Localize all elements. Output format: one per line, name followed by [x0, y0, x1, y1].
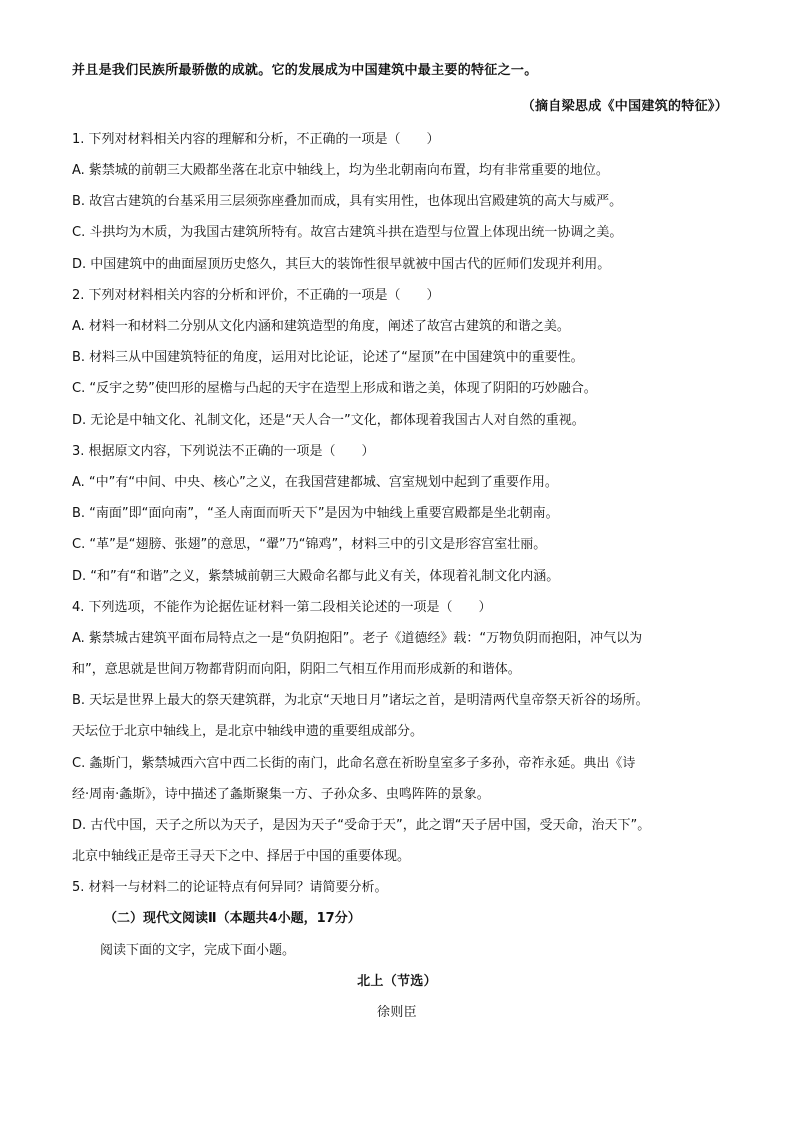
q3-option-d: D. “和”有“和谐”之义，紫禁城前朝三大殿命名都与此义有关，体现着礼制文化内涵。	[72, 569, 560, 584]
q1-option-b: B. 故宫古建筑的台基采用三层须弥座叠加而成，具有实用性，也体现出宫殿建筑的高大与威严。	[72, 194, 623, 209]
q3-option-a: A. “中”有“中间、中央、核心”之义，在我国营建都城、宫室规划中起到了重要作用。	[72, 475, 558, 490]
q3-option-c: C. “革”是“翅膀、张翅”的意思，“翬”乃“锦鸡”，材料三中的引文是形容宫室壮丽。	[72, 537, 547, 552]
source-citation: （摘自梁思成《中国建筑的特征》）	[521, 99, 728, 114]
q3-option-b: B. “南面”即“面向南”，“圣人南面而听天下”是因为中轴线上重要宫殿都是坐北朝南。	[72, 506, 559, 521]
q4-option-c-line2: 经·周南·螽斯》，诗中描述了螽斯聚集一方、子孙众多、虫鸣阵阵的景象。	[72, 787, 490, 802]
q4-option-d-line1: D. 古代中国，天子之所以为天子，是因为天子“受命于天”，此之谓“天子居中国，受天命，治天下”。	[72, 818, 651, 833]
passage-title: 北上（节选）	[357, 974, 437, 989]
q2-option-c: C. “反宇之势”使凹形的屋檐与凸起的天宇在造型上形成和谐之美，体现了阴阳的巧妙融合。	[72, 381, 597, 396]
question-5-stem: 5. 材料一与材料二的论证特点有何异同？请简要分析。	[72, 880, 388, 895]
q4-option-d-line2: 北京中轴线正是帝王寻天下之中、择居于中国的重要体现。	[72, 849, 411, 864]
q2-option-d: D. 无论是中轴文化、礼制文化，还是“天人合一”文化，都体现着我国古人对自然的重视。	[72, 413, 585, 428]
q2-option-b: B. 材料三从中国建筑特征的角度，运用对比论证，论述了“屋顶”在中国建筑中的重要性。	[72, 350, 584, 365]
question-2-stem: 2. 下列对材料相关内容的分析和评价，不正确的一项是（ ）	[72, 288, 440, 303]
q4-option-a-line2: 和”，意思就是世间万物都背阴而向阳，阴阳二气相互作用而形成新的和谐体。	[72, 662, 521, 677]
q4-option-a-line1: A. 紫禁城古建筑平面布局特点之一是“负阴抱阳”。老子《道德经》载：“万物负阴而抱阳，冲气以为	[72, 631, 643, 646]
q1-option-d: D. 中国建筑中的曲面屋顶历史悠久，其巨大的装饰性很早就被中国古代的匠师们发现并利用。	[72, 257, 611, 272]
q4-option-c-line1: C. 螽斯门，紫禁城西六宫中西二长街的南门，此命名意在祈盼皇室多子多孙，帝祚永延。典出《诗	[72, 756, 636, 771]
section-instruction: 阅读下面的文字，完成下面小题。	[100, 943, 296, 958]
question-3-stem: 3. 根据原文内容，下列说法不正确的一项是（ ）	[72, 444, 375, 459]
question-4-stem: 4. 下列选项，不能作为论据佐证材料一第二段相关论述的一项是（ ）	[72, 600, 492, 615]
q1-option-a: A. 紫禁城的前朝三大殿都坐落在北京中轴线上，均为坐北朝南向布置，均有非常重要的地位。	[72, 163, 609, 178]
q1-option-c: C. 斗拱均为木质，为我国古建筑所特有。故宫古建筑斗拱在造型与位置上体现出统一协调之美。	[72, 225, 623, 240]
q4-option-b-line2: 天坛位于北京中轴线上，是北京中轴线申遗的重要组成部分。	[72, 724, 424, 739]
q2-option-a: A. 材料一和材料二分别从文化内涵和建筑造型的角度，阐述了故宫古建筑的和谐之美。	[72, 319, 570, 334]
intro-line: 并且是我们民族所最骄傲的成就。它的发展成为中国建筑中最主要的特征之一。	[72, 63, 538, 78]
section-heading: （二）现代文阅读Ⅱ（本题共4小题，17分）	[104, 911, 361, 926]
question-1-stem: 1. 下列对材料相关内容的理解和分析，不正确的一项是（ ）	[72, 132, 440, 147]
q4-option-b-line1: B. 天坛是世界上最大的祭天建筑群，为北京“天地日月”诸坛之首，是明清两代皇帝祭天祈谷的场所。	[72, 693, 649, 708]
passage-author: 徐则臣	[377, 1005, 417, 1020]
